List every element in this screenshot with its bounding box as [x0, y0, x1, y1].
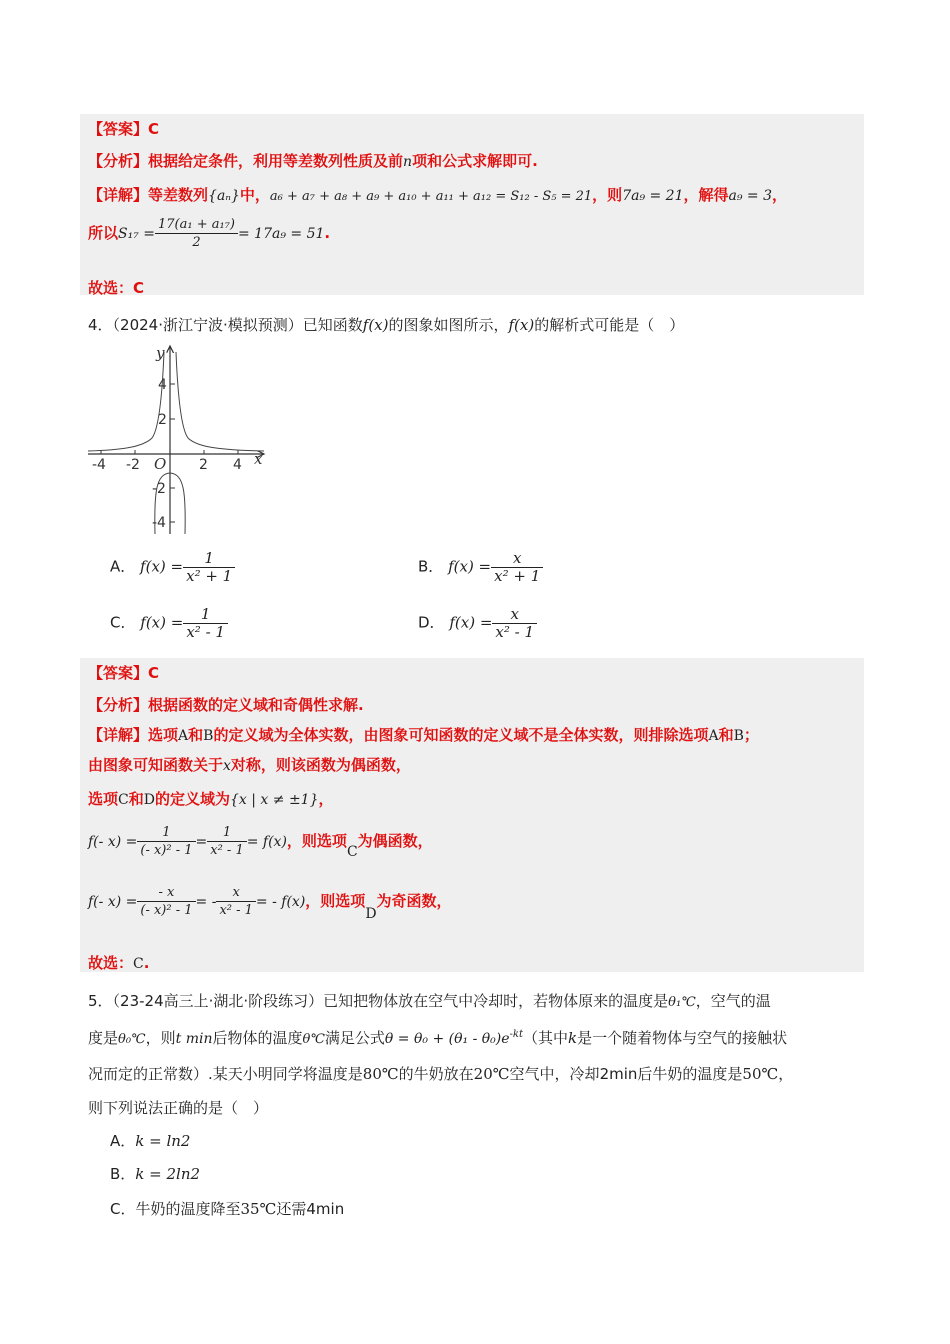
option-den: x² - 1	[495, 623, 535, 641]
q3-so	[88, 216, 330, 251]
q4-f2: f(x)	[508, 316, 535, 334]
q3-so-den: 2	[192, 235, 201, 250]
y-tick-label: -4	[152, 515, 166, 531]
q4-detail-3	[88, 788, 334, 809]
q4-analysis-label: 【分析】	[88, 696, 149, 714]
q4-eq2-d: D	[365, 906, 377, 922]
q3-detail-text2: 中，	[239, 186, 270, 204]
q4-detail-a: A	[178, 728, 189, 744]
q4-detail-and: 和	[188, 726, 204, 744]
q3-detail-seq: {aₙ}	[208, 188, 240, 204]
q5-stem-l3b: 的牛奶放在	[398, 1065, 474, 1083]
q4-eq1-rhs: = f(x)	[246, 834, 287, 850]
q4-f: f(x)	[362, 316, 389, 334]
q4-eq2-frac	[137, 884, 195, 919]
option-letter: A．	[110, 557, 136, 576]
q4-eq1-den2: x² - 1	[210, 843, 244, 858]
option-num: 1	[183, 550, 235, 568]
q3-detail-label: 【详解】	[88, 186, 149, 204]
x-tick-label: 4	[233, 457, 242, 473]
q5-tmin: t min	[175, 1031, 213, 1047]
option-num: x	[491, 550, 543, 568]
q4-eq1-frac	[137, 824, 195, 859]
option-frac	[491, 550, 543, 585]
q4-eq1-num2: 1	[207, 824, 246, 842]
q4-detail-l2b: 对称，则该函数为偶函数，	[230, 756, 411, 774]
q4-option-a[interactable]	[110, 550, 235, 585]
q4-eq2-lhs: f(- x) =	[88, 894, 138, 910]
q4-eq2-den2: x² - 1	[219, 903, 253, 918]
q4-detail-l2a: 由图象可知函数关于	[88, 756, 224, 774]
q3-detail-eq3: a₉ = 3	[728, 188, 773, 204]
q3-so-frac	[155, 216, 238, 251]
q4-detail-and2: 和	[718, 726, 734, 744]
q3-so-dot: .	[324, 224, 331, 242]
q4-answer: 【答案】C	[88, 664, 160, 682]
option-letter: C．	[110, 1200, 136, 1218]
q5-stem-l2a: 度是	[88, 1029, 119, 1047]
q4-eq2-num2: x	[216, 884, 255, 902]
q4-eq2-eq: = -	[195, 894, 217, 910]
q5-option-a[interactable]	[110, 1130, 190, 1151]
option-letter: A．	[110, 1132, 136, 1150]
q4-eq1-text: ，则选项	[286, 832, 347, 850]
q4-eq1	[88, 824, 433, 859]
q4-detail-b2: B	[733, 728, 744, 744]
q4-eq2-num: - x	[137, 884, 195, 902]
option-text-b: 还需	[276, 1200, 307, 1218]
q4-choose	[88, 952, 149, 973]
q3-detail-eq: a₆ + a₇ + a₈ + a₉ + a₁₀ + a₁₁ + a₁₂ = S₁₂ - S₅ = 21	[269, 189, 593, 204]
q3-so-label: 所以	[88, 224, 119, 242]
q5-theta1: θ₁℃	[668, 995, 696, 1010]
option-lhs: f(x) =	[449, 613, 493, 632]
q4-eq2-text: ，则选项	[305, 892, 366, 910]
q5-t50: 50℃	[742, 1065, 779, 1083]
q4-tail: 的解析式可能是（ ）	[534, 316, 685, 334]
x-tick-label: -4	[92, 457, 106, 473]
q4-eq1-num: 1	[137, 824, 195, 842]
q4-detail-d: D	[143, 792, 155, 808]
option-text: k = 2ln2	[135, 1165, 201, 1183]
x-tick-label: 2	[199, 457, 208, 473]
q5-stem-l3e: ，	[778, 1065, 794, 1083]
y-tick-label: -2	[152, 481, 166, 497]
q4-detail-b: B	[203, 728, 214, 744]
q5-stem-l1: 5．（23-24高三上·湖北·阶段练习）已知把物体放在空气中冷却时，若物体原来的温度是	[88, 992, 669, 1010]
option-den: x² - 1	[186, 623, 225, 641]
q4-option-b[interactable]	[418, 550, 543, 585]
q4-detail-set: {x | x ≠ ±1}	[230, 792, 319, 808]
q4-eq1-eq: =	[195, 834, 208, 850]
q4-detail-l1c: ；	[743, 726, 759, 744]
q4-detail-l2x: x	[223, 758, 231, 774]
q5-stem-l1b: ，空气的温	[695, 992, 771, 1010]
q4-mid: 的图象如图所示，	[388, 316, 509, 334]
q4-eq2-den: (- x)² - 1	[140, 903, 193, 918]
q5-option-b[interactable]	[110, 1163, 200, 1184]
q5-stem-l2c: 后物体的温度	[212, 1029, 303, 1047]
q3-detail-then: ，则	[592, 186, 623, 204]
q3-detail-eq2: 7a₉ = 21	[622, 188, 684, 204]
q4-stem	[88, 314, 684, 335]
q5-line-3	[88, 1063, 793, 1084]
q5-stem-l3a: 况而定的正常数）.某天小明同学将温度是	[88, 1065, 363, 1083]
option-letter: B．	[110, 1165, 136, 1183]
q4-option-d[interactable]	[418, 606, 537, 641]
option-lhs: f(x) =	[140, 557, 184, 576]
option-lhs: f(x) =	[140, 613, 184, 632]
q4-eq2-rhs: = - f(x)	[255, 894, 306, 910]
q5-theta: θ℃	[302, 1032, 325, 1047]
q5-stem-l2f: 是一个随着物体与空气的接触状	[577, 1029, 788, 1047]
q5-formula-exp: -kt	[509, 1029, 524, 1040]
option-num: 1	[183, 606, 228, 624]
q4-option-c[interactable]	[110, 606, 228, 641]
option-letter: B．	[418, 557, 444, 576]
q4-eq1-lhs: f(- x) =	[88, 834, 138, 850]
option-val2: 4min	[306, 1200, 345, 1218]
q4-eq1-den: (- x)² - 1	[140, 843, 193, 858]
q5-stem-l2e: （其中	[523, 1029, 569, 1047]
q3-detail-text1: 等差数列	[148, 186, 209, 204]
q5-stem-l2d: 满足公式	[324, 1029, 385, 1047]
option-text: k = ln2	[135, 1132, 191, 1150]
q4-detail-c: C	[118, 792, 129, 808]
graph-x-label: x	[254, 450, 263, 468]
q3-so-lhs: S₁₇ =	[118, 226, 156, 242]
graph-origin: O	[154, 455, 167, 473]
q5-stem-l3d: 后牛奶的温度是	[637, 1065, 743, 1083]
q3-so-num: 17(a₁ + a₁₇)	[155, 216, 238, 234]
q4-source: （2024·浙江宁波·模拟预测）已知函数	[112, 316, 363, 334]
q4-choose-val: C	[133, 956, 144, 972]
option-num: x	[492, 606, 537, 624]
x-tick-label: -2	[126, 457, 140, 473]
q3-detail	[88, 184, 787, 205]
q5-m2: 2min	[599, 1065, 638, 1083]
option-text-a: 牛奶的温度降至	[135, 1200, 241, 1218]
q4-detail-a2: A	[708, 728, 719, 744]
q4-detail-l1a: 选项	[148, 726, 179, 744]
q4-detail-l3a: 选项	[88, 790, 119, 808]
q4-analysis-text: 根据函数的定义域和奇偶性求解.	[148, 696, 364, 714]
y-tick-label: 4	[158, 377, 167, 393]
q3-answer: 【答案】C	[88, 120, 160, 138]
q4-graph	[86, 342, 276, 538]
q4-analysis	[88, 694, 364, 715]
q5-k: k	[568, 1029, 578, 1047]
q5-option-c[interactable]	[110, 1198, 344, 1219]
curve-right	[176, 352, 264, 451]
option-lhs: f(x) =	[448, 557, 492, 576]
graph-y-label: y	[156, 344, 165, 362]
q5-line-4: 则下列说法正确的是（ ）	[88, 1099, 269, 1117]
option-val: 35℃	[240, 1200, 277, 1218]
q4-eq1-frac2	[207, 824, 246, 859]
curve-left	[88, 352, 164, 451]
q4-detail-l3b: 的定义域为	[154, 790, 230, 808]
q4-choose-label: 故选：	[88, 954, 134, 972]
q4-detail-l3c: ，	[318, 790, 334, 808]
option-den: x² + 1	[186, 567, 233, 585]
q5-stem-l3c: 空气中，冷却	[509, 1065, 600, 1083]
q3-analysis-text: 根据给定条件，利用等差数列性质及前	[148, 152, 404, 170]
q4-detail-and3: 和	[128, 790, 144, 808]
q3-detail-comma: ，	[772, 186, 788, 204]
y-tick-label: 2	[158, 412, 167, 428]
q5-line-2	[88, 1027, 787, 1048]
option-letter: C．	[110, 613, 136, 632]
q3-choose: 故选：C	[88, 279, 145, 297]
q3-analysis-label: 【分析】	[88, 152, 149, 170]
q4-detail-label: 【详解】	[88, 726, 149, 744]
q4-eq2-tail: 为奇函数，	[376, 892, 452, 910]
option-frac	[183, 606, 228, 641]
q5-stem-l2b: ，则	[145, 1029, 176, 1047]
q4-detail-1	[88, 724, 759, 745]
q4-detail-2	[88, 754, 411, 775]
q4-eq1-c: C	[346, 844, 358, 860]
q4-detail-l1b: 的定义域为全体实数，由图象可知函数的定义域不是全体实数，则排除选项	[213, 726, 709, 744]
q5-t80: 80℃	[362, 1065, 399, 1083]
q5-line-1	[88, 990, 771, 1011]
q4-choose-dot: .	[143, 954, 150, 972]
q3-detail-solve: ，解得	[683, 186, 729, 204]
option-letter: D．	[418, 613, 445, 632]
q3-analysis-n: n	[403, 154, 413, 170]
option-frac	[492, 606, 537, 641]
q5-formula: θ = θ₀ + (θ₁ - θ₀)e	[384, 1031, 510, 1047]
option-frac	[183, 550, 235, 585]
q3-analysis-tail: 项和公式求解即可.	[412, 152, 538, 170]
q3-so-rhs: = 17a₉ = 51	[238, 226, 325, 242]
q3-analysis	[88, 150, 538, 171]
q4-eq2-frac2	[216, 884, 255, 919]
q4-eq1-tail: 为偶函数，	[357, 832, 433, 850]
q4-num: 4．	[88, 316, 113, 334]
q5-t20: 20℃	[473, 1065, 510, 1083]
option-den: x² + 1	[494, 567, 541, 585]
q5-theta0: θ₀℃	[118, 1032, 146, 1047]
q4-eq2	[88, 884, 452, 922]
